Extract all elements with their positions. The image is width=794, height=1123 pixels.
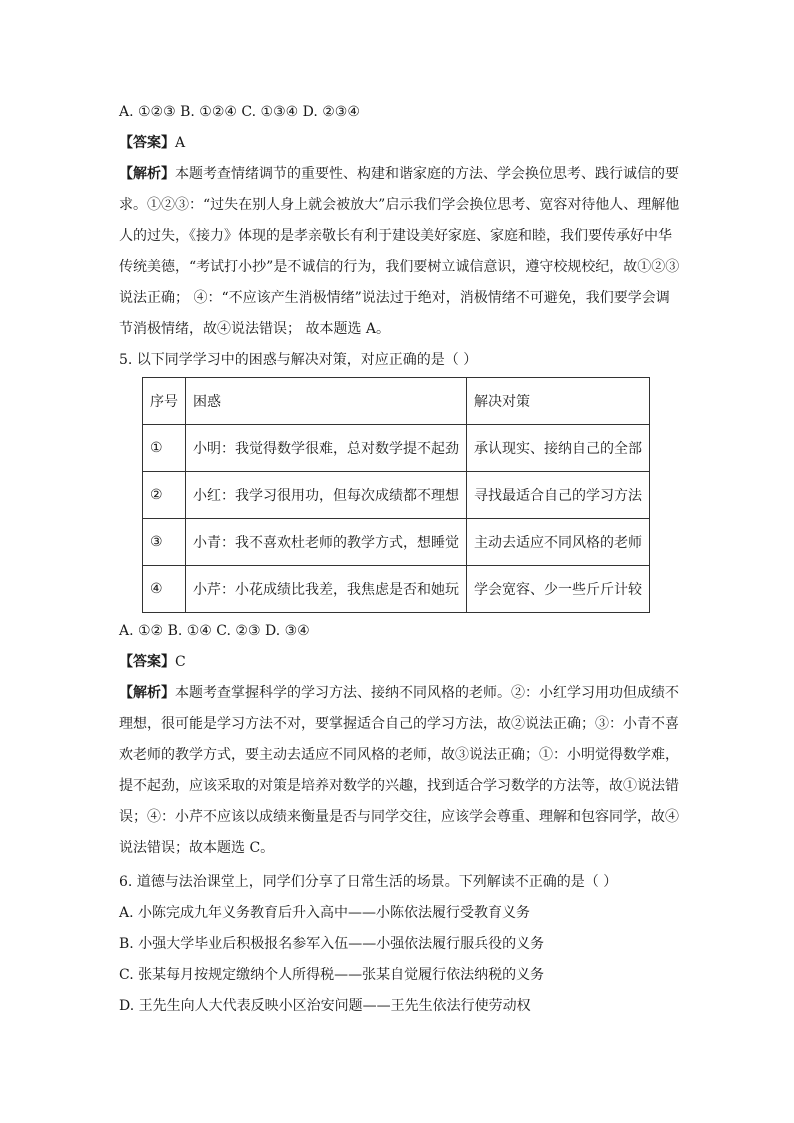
q5-table [142,377,650,613]
table-cell: ① [143,425,186,472]
table-cell: 学会宽容、少一些斤斤计较 [467,566,650,613]
q5-analysis-line: 说法错误；故本题选 C。 [119,840,275,856]
q4-analysis-line [119,164,679,184]
analysis-text: 本题考查掌握科学的学习方法、接纳不同风格的老师。②：小红学习用功但成绩不 [175,685,679,701]
table-cell: ② [143,472,186,519]
table-cell: 小芹：小花成绩比我差，我焦虑是否和她玩 [186,566,467,613]
q5-analysis-line [119,683,679,703]
table-row [143,566,650,613]
answer-value: C [175,654,186,670]
table-cell: 承认现实、接纳自己的全部 [467,425,650,472]
table-row [143,472,650,519]
q4-answer [119,133,185,153]
q6-stem: 6. 道德与法治课堂上，同学们分享了日常生活的场景。下列解读不正确的是（ ） [119,874,618,890]
table-header-row [143,378,650,425]
table-cell: 小红：我学习很用功，但每次成绩都不理想 [186,472,467,519]
answer-tag: 【答案】 [119,135,175,151]
q4-analysis-line: 传统美德，“考试打小抄”是不诚信的行为，我们要树立诚信意识，遵守校规校纪，故①②③ [119,259,680,275]
analysis-text: 本题考查情绪调节的重要性、构建和谐家庭的方法、学会换位思考、践行诚信的要 [175,166,679,182]
q4-analysis-line: 人的过失，《接力》体现的是孝亲敬长有利于建设美好家庭、家庭和睦，我们要传承好中华 [119,228,672,244]
table-cell: 小青：我不喜欢杜老师的教学方式，想睡觉 [186,519,467,566]
q5-analysis-line: 理想，很可能是学习方法不对，要掌握适合自己的学习方法，故②说法正确；③：小青不喜 [119,716,679,732]
q6-option-a: A. 小陈完成九年义务教育后升入高中——小陈依法履行受教育义务 [119,905,531,921]
table-header-cell: 解决对策 [467,378,650,425]
table-header-cell: 困惑 [186,378,467,425]
table-row [143,425,650,472]
q4-analysis-line: 说法正确； ④：“不应该产生消极情绪”说法过于绝对，消极情绪不可避免，我们要学会调 [119,290,670,306]
table-cell: ④ [143,566,186,613]
table-header-cell: 序号 [143,378,186,425]
q4-analysis-line: 节消极情绪，故④说法错误； 故本题选 A。 [119,321,391,337]
q6-option-b: B. 小强大学毕业后积极报名参军入伍——小强依法履行服兵役的义务 [119,936,545,952]
q5-options: A. ①② B. ①④ C. ②③ D. ③④ [119,623,310,639]
q5-analysis-line: 提不起劲，应该采取的对策是培养对数学的兴趣，找到适合学习数学的方法等，故①说法错 [119,778,679,794]
q6-option-c: C. 张某每月按规定缴纳个人所得税——张某自觉履行依法纳税的义务 [119,967,545,983]
table-row [143,519,650,566]
q6-option-d: D. 王先生向人大代表反映小区治安问题——王先生依法行使劳动权 [119,998,531,1014]
table-cell: ③ [143,519,186,566]
table-cell: 寻找最适合自己的学习方法 [467,472,650,519]
answer-tag: 【答案】 [119,654,175,670]
table-cell: 小明：我觉得数学很难，总对数学提不起劲 [186,425,467,472]
table-cell: 主动去适应不同风格的老师 [467,519,650,566]
q5-analysis-line: 误；④：小芹不应该以成绩来衡量是否与同学交往，应该学会尊重、理解和包容同学，故④ [119,809,679,825]
q4-analysis-line: 求。①②③：“过失在别人身上就会被放大”启示我们学会换位思考、宽容对待他人、理解他 [119,197,680,213]
analysis-tag: 【解析】 [119,166,175,182]
q5-analysis-line: 欢老师的教学方式，要主动去适应不同风格的老师，故③说法正确；①：小明觉得数学难， [119,747,679,763]
answer-value: A [175,135,186,151]
q4-options: A. ①②③ B. ①②④ C. ①③④ D. ②③④ [119,104,360,120]
q5-answer [119,652,186,672]
q5-stem: 5. 以下同学学习中的困惑与解决对策，对应正确的是（ ） [119,352,478,368]
analysis-tag: 【解析】 [119,685,175,701]
